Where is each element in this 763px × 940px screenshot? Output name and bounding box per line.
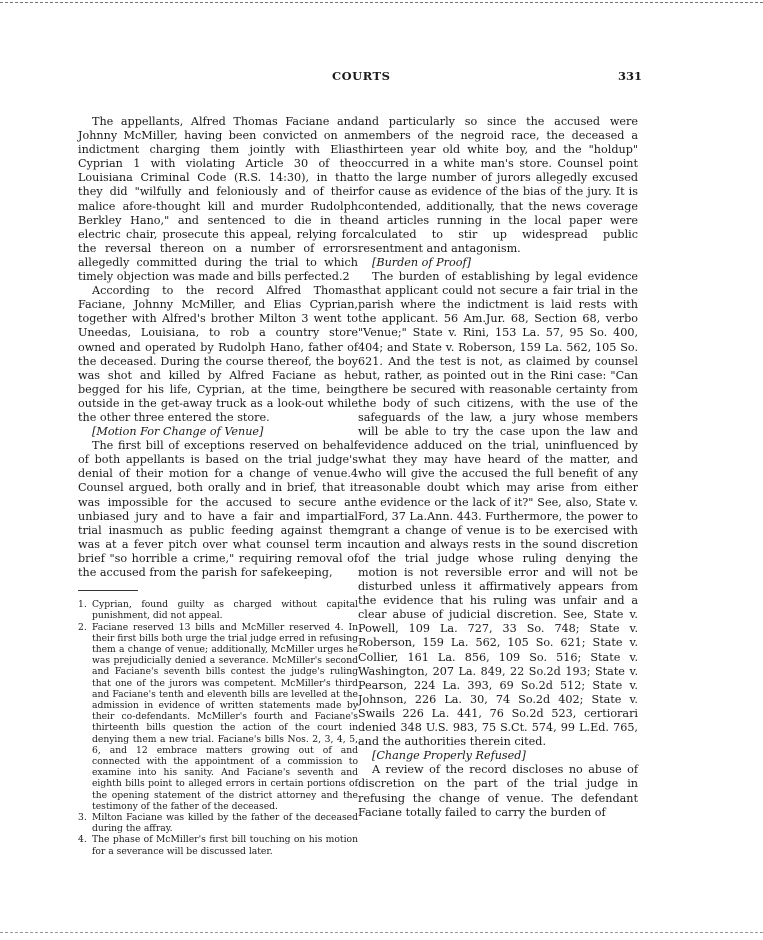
- left-column: [78, 115, 358, 857]
- paragraph: and particularly so since the accused were members of the negroid race, the deceased a thirteen year old white boy, and the "holdup" occurred in a white man's store. Counsel point to the large number of jurors allegedly excused for cause as evidence of the bias of the jury. It is contended, additionally, that the news coverage and articles running in the local paper were calculated to stir up widespread public resentment and antagonism.: [358, 115, 638, 255]
- scan-bottom-edge: [0, 932, 763, 933]
- paragraph: The appellants, Alfred Thomas Faciane and Johnny McMiller, having been convicted on an indictment charging them jointly with Elias Cyprian 1 with violating Article 30 of the Louisiana Criminal Code (R.S. 14:30), in that they did "wilfully and feloniously and of their malice afore-thought kill and murder Rudolph Berkley Hano," and sentenced to die in the electric chair, prosecute this appeal, relying for the reversal thereon on a number of errors allegedly committed during the trial to which timely objection was made and bills perfected.2: [78, 115, 358, 284]
- footnote-divider: [78, 590, 138, 591]
- right-column: [358, 115, 638, 820]
- footnote-number: 3.: [78, 811, 87, 823]
- footnote-text: Faciane reserved 13 bills and McMiller reserved 4. In their first bills both urge the trial judge erred in refusing them a change of venue; additionally, McMiller urges he was prejudicially denied a severance. McMiller's second and Faciane's seventh bills contest the judge's ruling that one of the jurors was competent. McMiller's third and Faciane's tenth and eleventh bills are levelled at the admission in evidence of written statements made by their co-defendants. McMiller's fourth and Faciane's thirteenth bills question the action of the court in denying them a new trial. Faciane's bills Nos. 2, 3, 4, 5, 6, and 12 embrace matters growing out of and connected with the appointment of a commission to examine into his sanity. And Faciane's seventh and eighth bills point to alleged errors in certain portions of the opening statement of the district attorney and the testimony of the father of the deceased.: [92, 621, 359, 812]
- footnote: [78, 622, 358, 812]
- paragraph: The first bill of exceptions reserved on behalf of both appellants is based on the trial judge's denial of their motion for a change of venue.4 Counsel argued, both orally and in brief, that it was impossible for the accused to secure an unbiased jury and to have a fair and impartial trial inasmuch as public feeding against them was at a fever pitch over what counsel term in brief "so horrible a crime," requiring removal of the accused from the parish for safekeeping,: [78, 439, 358, 579]
- section-heading: [Change Properly Refused]: [372, 749, 526, 763]
- running-head: COURTS: [332, 69, 391, 83]
- scan-top-edge: [0, 2, 763, 3]
- footnote-text: Cyprian, found guilty as charged without capital punishment, did not appeal.: [92, 599, 358, 622]
- footnote-number: 1.: [78, 599, 87, 611]
- section-heading: [Motion For Change of Venue]: [92, 425, 264, 439]
- paragraph: The burden of establishing by legal evidence that applicant could not secure a fair trial in the parish where the indictment is laid rests with the applicant. 56 Am.Jur. 68, Section 68, verbo "Venue;" State v. Rini, 153 La. 57, 95 So. 400, 404; and State v. Roberson, 159 La. 562, 105 So. 621. And the test is not, as claimed by counsel but, rather, as pointed out in the Rini case: "Can there be secured with reasonable certainty from the body of such citizens, with the use of the safeguards of the law, a jury whose members will be able to try the case upon the law and evidence adduced on the trial, uninfluenced by what they may have heard of the matter, and who will give the accused the full benefit of any reasonable doubt which may arise from either the evidence or the lack of it?" See, also, State v. Ford, 37 La.Ann. 443. Furthermore, the power to grant a change of venue is to be exercised with caution and always rests in the sound discretion of the trial judge whose ruling denying the motion is not reversible error and will not be disturbed unless it affirmatively appears from the evidence that his ruling was unfair and a clear abuse of judicial discretion. See, State v. Powell, 109 La. 727, 33 So. 748; State v. Roberson, 159 La. 562, 105 So. 621; State v. Collier, 161 La. 856, 109 So. 516; State v. Washington, 207 La. 849, 22 So.2d 193; State v. Pearson, 224 La. 393, 69 So.2d 512; State v. Johnson, 226 La. 30, 74 So.2d 402; State v. Swails 226 La. 441, 76 So.2d 523, certiorari denied 348 U.S. 983, 75 S.Ct. 574, 99 L.Ed. 765, and the authorities therein cited.: [358, 270, 638, 749]
- footnote: [78, 599, 358, 621]
- footnotes: [78, 599, 358, 857]
- page-number: 331: [618, 69, 643, 83]
- footnote: [78, 812, 358, 834]
- paragraph: A review of the record discloses no abuse of discretion on the part of the trial judge in refusing the change of venue. The defendant Faciane totally failed to carry the burden of: [358, 763, 638, 819]
- footnote: [78, 834, 358, 856]
- section-heading: [Burden of Proof]: [372, 255, 471, 269]
- footnote-text: Milton Faciane was killed by the father of the deceased during the affray.: [92, 811, 358, 835]
- footnote-number: 4.: [78, 834, 87, 846]
- paragraph: According to the record Alfred Thomas Faciane, Johnny McMiller, and Elias Cyprian, together with Alfred's brother Milton 3 went to Uneedas, Louisiana, to rob a country store owned and operated by Rudolph Hano, father of the deceased. During the course thereof, the boy was shot and killed by Alfred Faciane as he begged for his life, Cyprian, at the time, being outside in the get-away truck as a look-out while the other three entered the store.: [78, 284, 358, 424]
- footnote-number: 2.: [78, 621, 87, 633]
- footnote-text: The phase of McMiller's first bill touching on his motion for a severance will be discussed later.: [92, 834, 358, 857]
